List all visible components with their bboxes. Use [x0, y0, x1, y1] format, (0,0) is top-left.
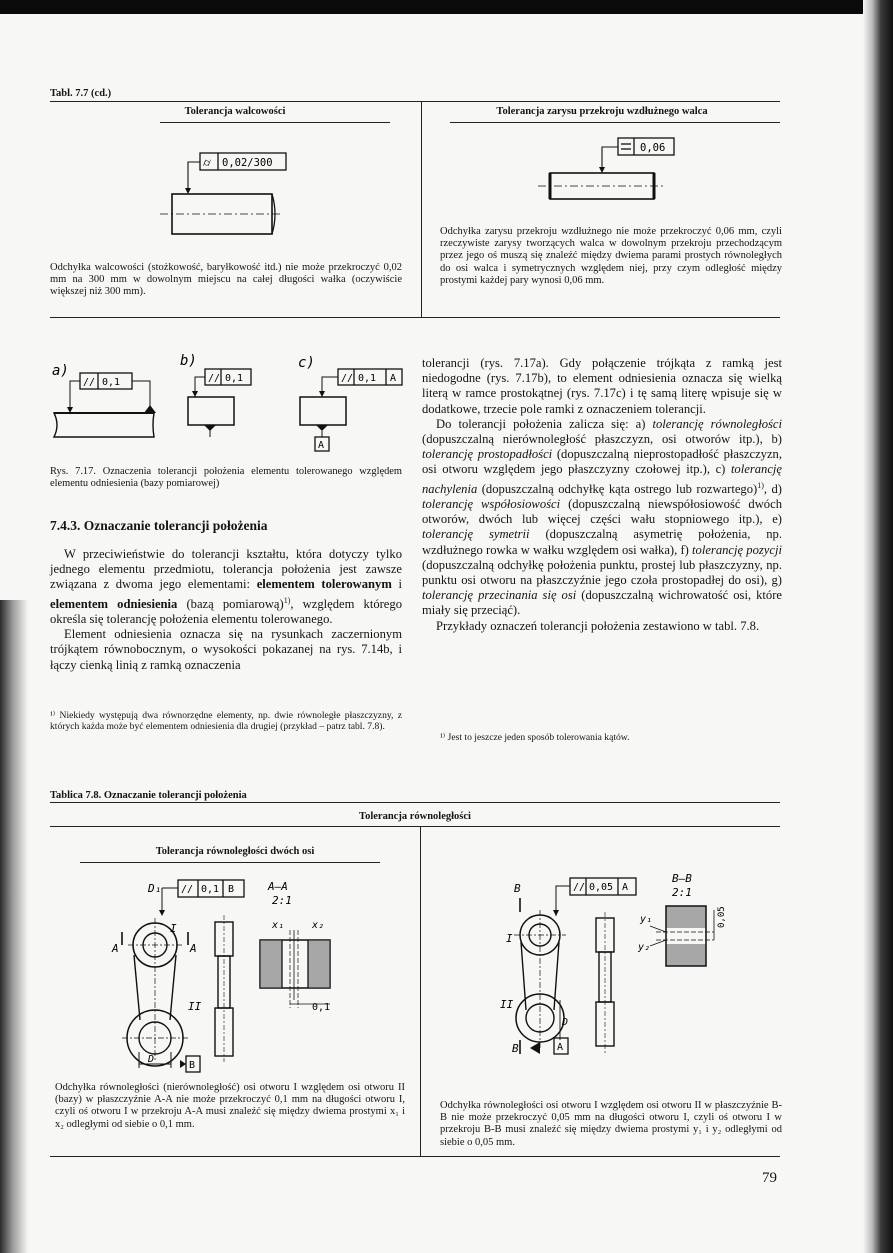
left-column-title: Tolerancja równoległości dwóch osi: [155, 846, 315, 857]
svg-text:b): b): [180, 353, 197, 369]
paragraph: Przykłady oznaczeń tolerancji położenia zestawiono w tabl. 7.8.: [436, 618, 760, 633]
svg-text:A: A: [318, 440, 325, 451]
left-rod-drawing: [100, 870, 350, 1080]
paragraph: Do tolerancji położenia zalicza się: a) tolerancję równoległości (dopuszczalną nierównoległość płaszczyzn, osi otworów itp.), b) tolerancję prostopadłości (dopuszczalną nieprostopadłość płaszczyzn, osi otworu względem jego płaszczyzny czołowej itp.), c) tolerancję nachylenia (dopuszczalną odchyłkę kąta ostrego lub rozwartego)$^{1)}$, d) tolerancję współosiowości (dopuszczalną niewspółosiowość dwóch otworów, dwóch lub więcej części wału stopniowego itp.), e) tolerancję symetrii (dopuszczalną asymetrię położenia, np. wzdłużnego rowka w wałku względem osi wałka), f) tolerancję pozycji (dopuszczalną odchyłkę położenia punktu, prostej lub płaszczyzny, np. punktu osi otworu na płaszczyźnie jego czoła prostopadłej do osi), g) tolerancję przecinania się osi (dopuszczalną wichrowatość osi, które miały się przeciąć).: [422, 416, 783, 618]
table-78-label: Tablica 7.8. Oznaczanie tolerancji położenia: [50, 790, 247, 801]
right-column-body: [422, 356, 782, 634]
left-column-body: [50, 547, 402, 673]
svg-text:0,1: 0,1: [225, 373, 244, 384]
table-bottom-rule: [50, 1156, 780, 1157]
scan-edge-top: [0, 0, 893, 14]
svg-text:2:1: 2:1: [272, 894, 292, 907]
svg-text:B: B: [228, 884, 235, 895]
figure-caption: Rys. 7.17. Oznaczenia tolerancji położenia elementu tolerowanego względem elementu odniesienia (bazy pomiarowej): [50, 466, 402, 489]
table-rule: [50, 802, 780, 803]
svg-text:B: B: [514, 882, 521, 895]
svg-text:B: B: [189, 1060, 196, 1071]
svg-text:y₂: y₂: [638, 942, 651, 953]
table-divider: [421, 101, 422, 317]
footnote-left: ¹⁾ Niekiedy występują dwa równorzędne elementy, np. dwie równoległe płaszczyzny, z których każda może być elementem odniesienia dla drugiej (przykład – patrz tabl. 7.8).: [50, 710, 402, 732]
paragraph: W przeciwieństwie do tolerancji kształtu, która dotyczy tylko jednego elementu przedmiotu, tolerancja położenia jest zawsze związana z dwoma jego elementami: elementem tolerowanym i elementem odniesienia (bazą pomiarową)$^{1)}$, względem którego określa się tolerancję położenia elementu tolerowanego.: [50, 547, 403, 626]
cylindricity-icon: ⌭: [203, 156, 211, 169]
svg-text:y₁: y₁: [640, 914, 653, 925]
left-column-title: Tolerancja walcowości: [184, 106, 286, 117]
svg-text:D₁: D₁: [148, 882, 162, 895]
paragraph: tolerancji (rys. 7.17a). Gdy połączenie trójkąta z ramką jest niedogodne (rys. 7.17b), to element odniesienia oznacza się wielką literą w ramce prostokątnej (rys. 7.17c) i tę samą literę wpisuje się w dodatkowe, trzecie pole ramki z oznaczeniem tolerancji.: [422, 356, 782, 416]
frame-value: 0,02/300: [222, 157, 273, 169]
svg-text://: //: [573, 882, 586, 893]
right-parallelism-description: Odchyłka równoległości osi otworu I względem osi otworu II w płaszczyźnie B-B nie może przekroczyć 0,05 mm na długości otworu I, czyli oś otworu I w przekroju B-B musi znaleźć się między dwiema prostymi y₁ i y₂ odległymi od siebie o 0,05 mm.: [440, 1100, 782, 1148]
cylindricity-description: Odchyłka walcowości (stożkowość, baryłkowość itd.) nie może przekroczyć 0,02 mm na 300 mm w dowolnym miejscu na całej długości wałka (oczywiście większej niż 300 mm).: [50, 262, 402, 298]
section-heading: 7.4.3. Oznaczanie tolerancji położenia: [50, 518, 268, 533]
svg-text:II: II: [188, 1000, 202, 1013]
svg-text://: //: [83, 377, 96, 388]
table-span-title: Tolerancja równoległości: [359, 811, 471, 822]
svg-text:A: A: [557, 1042, 564, 1053]
paragraph: Element odniesienia oznacza się na rysunkach zaczernionym trójkątem równobocznym, o wysokości pokazanej na rys. 7.14b, i łączy cienką linią z ramką oznaczenia: [50, 627, 402, 672]
svg-text:A–A: A–A: [268, 880, 288, 893]
svg-text:A: A: [390, 373, 397, 384]
svg-text:x₁: x₁: [272, 920, 285, 931]
table-rule: [50, 826, 780, 827]
svg-text:B–B: B–B: [672, 872, 692, 885]
svg-text:0,1: 0,1: [312, 1002, 331, 1013]
svg-text:a): a): [52, 363, 69, 379]
svg-text:0,05: 0,05: [717, 906, 727, 928]
svg-text:A: A: [112, 942, 119, 955]
scan-edge-right: [863, 0, 893, 1253]
profile-drawing: [530, 135, 690, 205]
svg-text://: //: [181, 884, 194, 895]
svg-text:c): c): [298, 355, 315, 371]
svg-text:x₂: x₂: [312, 920, 325, 931]
svg-text:0,06: 0,06: [640, 142, 666, 154]
svg-text:II: II: [500, 998, 514, 1011]
svg-text:A: A: [190, 942, 197, 955]
table-bottom-rule: [50, 317, 780, 318]
cylindricity-drawing: [150, 150, 290, 240]
table-label: Tabl. 7.7 (cd.): [50, 88, 112, 99]
profile-description: Odchyłka zarysu przekroju wzdłużnego nie może przekroczyć 0,06 mm, czyli rzeczywiste zarysy tworzących walca w dowolnym przekroju przechodzącym przez jego oś muszą się znaleźć między dwiema parami prostych równoległych do osi walca i symetrycznych względem niej, przy czym odległość między prostymi każdej pary wynosi 0,06 mm.: [440, 226, 782, 286]
right-rod-drawing: [500, 870, 740, 1070]
title-underline: [80, 862, 380, 863]
title-underline: [450, 122, 780, 123]
svg-text:2:1: 2:1: [672, 886, 692, 899]
svg-text:I: I: [506, 932, 513, 945]
footnote-right: ¹⁾ Jest to jeszcze jeden sposób tolerowania kątów.: [440, 732, 630, 743]
svg-text:D: D: [562, 1017, 569, 1028]
svg-text:0,05: 0,05: [589, 882, 614, 893]
svg-text:A: A: [622, 882, 629, 893]
page-number: 79: [762, 1170, 777, 1186]
table-rule: [50, 101, 780, 102]
svg-text:0,1: 0,1: [201, 884, 220, 895]
svg-text:D: D: [148, 1054, 155, 1065]
title-underline: [160, 122, 390, 123]
svg-text://: //: [341, 373, 354, 384]
scan-edge-left: [0, 600, 28, 1253]
svg-text:I: I: [170, 922, 177, 935]
svg-text:0,1: 0,1: [358, 373, 377, 384]
svg-text:0,1: 0,1: [102, 377, 121, 388]
svg-text://: //: [208, 373, 221, 384]
svg-text:B: B: [512, 1042, 519, 1055]
right-column-title: Tolerancja zarysu przekroju wzdłużnego walca: [496, 106, 708, 117]
figure-7-17: [50, 355, 410, 455]
table-divider: [420, 826, 421, 1156]
left-parallelism-description: Odchyłka równoległości (nierównoległość) osi otworu I względem osi otworu II (bazy) w płaszczyźnie A-A nie może przekroczyć 0,1 mm na długości otworu I, czyli oś otworu I w przekroju A-A musi znaleźć się między dwiema prostymi x₁ i x₂ odległymi od siebie o 0,1 mm.: [55, 1082, 405, 1130]
